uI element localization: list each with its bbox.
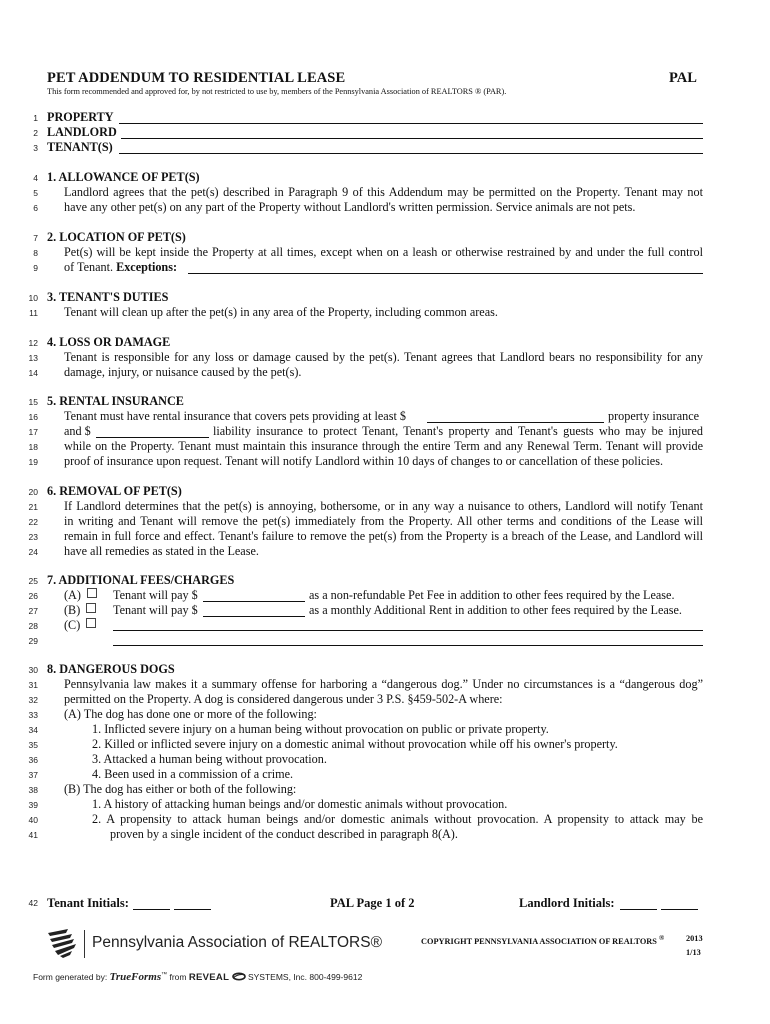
footer-prefix: Form generated by:	[33, 972, 108, 982]
fee-a-label: (A)	[64, 588, 81, 602]
line-number: 1	[33, 113, 38, 123]
form-subtitle: This form recommended and approved for, by not restricted to use by, members of the Pennsylvania Association of REALTORS ® (PAR).	[47, 87, 507, 96]
reveal-swoosh-icon	[232, 972, 246, 981]
line-number: 25	[28, 576, 38, 586]
liability-insurance-amount-field[interactable]	[96, 437, 209, 438]
line-number: 14	[28, 368, 38, 378]
property-insurance-amount-field[interactable]	[427, 422, 604, 423]
property-label: PROPERTY	[47, 110, 114, 124]
line-number: 39	[28, 800, 38, 810]
section-7-heading: 7. ADDITIONAL FEES/CHARGES	[47, 573, 235, 587]
section-1-line: Landlord agrees that the pet(s) described in Paragraph 9 of this Addendum may be permitted on the Property. Tenant may not	[64, 185, 703, 199]
fee-b-checkbox[interactable]	[86, 603, 96, 613]
section-8-item-b: (B) The dog has either or both of the following:	[64, 782, 297, 796]
form-title: PET ADDENDUM TO RESIDENTIAL LEASE	[47, 70, 346, 86]
line-number: 9	[33, 263, 38, 273]
line-number: 8	[33, 248, 38, 258]
line-number: 11	[29, 308, 38, 318]
copyright-notice	[421, 934, 664, 946]
section-6-line: remain in full force and effect. Tenant's failure to remove the pet(s) from the Property is a breach of the Lease, and Landlord will	[64, 529, 703, 543]
tenant-initials-field-1[interactable]	[133, 909, 170, 910]
landlord-field[interactable]	[121, 138, 703, 139]
line-number: 26	[28, 591, 38, 601]
line-number: 36	[28, 755, 38, 765]
line-number: 3	[33, 143, 38, 153]
additional-rent-amount-field[interactable]	[203, 616, 305, 617]
line-number: 19	[28, 457, 38, 467]
line-number: 30	[28, 665, 38, 675]
section-1-heading: 1. ALLOWANCE OF PET(S)	[47, 170, 200, 184]
section-8-item-b2-cont: proven by a single incident of the conduct described in paragraph 8(A).	[110, 827, 458, 841]
section-5-line: while on the Property. Tenant must maintain this insurance through the entire Term and any Renewal Term. Tenant will provide	[64, 439, 703, 453]
fee-a-row	[64, 588, 97, 603]
logo-divider	[84, 930, 85, 958]
section-6-line: have all remedies as stated in the Lease.	[64, 544, 259, 558]
section-8-item-b2: 2. A propensity to attack human beings and/or domestic animals without provocation. A propensity to attack may be	[92, 812, 703, 826]
fee-b-row	[64, 603, 96, 618]
section-8-item-a: (A) The dog has done one or more of the following:	[64, 707, 317, 721]
section-4-line: Tenant is responsible for any loss or damage caused by the pet(s). Tenant agrees that Landlord bears no responsibility for any	[64, 350, 703, 364]
fee-a-text-1: Tenant will pay $	[113, 588, 198, 602]
section-3-line: Tenant will clean up after the pet(s) in any area of the Property, including common areas.	[64, 305, 498, 319]
line-number: 2	[33, 128, 38, 138]
copyright-mark: ®	[659, 934, 665, 942]
copyright-year: 2013	[686, 934, 703, 943]
form-code: PAL	[669, 70, 697, 86]
line-number: 21	[28, 502, 38, 512]
section-5-line: property insurance	[608, 409, 700, 423]
tenants-label: TENANT(S)	[47, 140, 113, 154]
line-number: 29	[28, 636, 38, 646]
tenant-initials-label: Tenant Initials:	[47, 896, 129, 910]
section-8-line: Pennsylvania law makes it a summary offense for harboring a “dangerous dog.” Under no circumstances is a “dangerous dog”	[64, 677, 703, 691]
section-5-line: proof of insurance upon request. Tenant will notify Landlord within 10 days of changes to or cancellation of these policies.	[64, 454, 663, 468]
line-number: 22	[28, 517, 38, 527]
revision-date: 1/13	[686, 948, 701, 957]
section-1-line: have any other pet(s) on any part of the Property without Landlord's written permission. Service animals are not pets.	[64, 200, 636, 214]
section-2-line	[64, 260, 177, 275]
property-field[interactable]	[119, 123, 703, 124]
logo-wordmark: Pennsylvania Association of REALTORS®	[92, 934, 382, 951]
section-2-line: Pet(s) will be kept inside the Property at all times, except when on a leash or otherwise restrained by and under the full control	[64, 245, 703, 259]
section-6-line: If Landlord determines that the pet(s) is annoying, bothersome, or in any way a nuisance to others, Landlord will notify Tenant	[64, 499, 703, 513]
fee-a-text-2: as a non-refundable Pet Fee in addition to other fees required by the Lease.	[309, 588, 675, 602]
footer-suffix: SYSTEMS, Inc. 800-499-9612	[247, 972, 363, 982]
line-number: 31	[28, 680, 38, 690]
section-2-heading: 2. LOCATION OF PET(S)	[47, 230, 186, 244]
copyright-text: COPYRIGHT PENNSYLVANIA ASSOCIATION OF REALTORS	[421, 936, 657, 946]
form-generator-footer	[33, 971, 362, 983]
line-number: 38	[28, 785, 38, 795]
fee-c-field-line-2[interactable]	[113, 645, 703, 646]
line-number: 42	[28, 898, 38, 908]
section-5-line: Tenant must have rental insurance that covers pets providing at least $	[64, 409, 406, 423]
line-number: 6	[33, 203, 38, 213]
line-number: 7	[33, 233, 38, 243]
line-number: 32	[28, 695, 38, 705]
fee-c-field-line-1[interactable]	[113, 630, 703, 631]
section-2-text: of Tenant.	[64, 260, 114, 274]
reveal-brand: REVEAL	[188, 972, 230, 983]
line-number: 10	[28, 293, 38, 303]
section-5-line: and $	[64, 424, 91, 438]
line-number: 23	[28, 532, 38, 542]
landlord-initials-field-1[interactable]	[620, 909, 657, 910]
section-5-heading: 5. RENTAL INSURANCE	[47, 394, 184, 408]
tenant-initials-field-2[interactable]	[174, 909, 211, 910]
fee-b-text-2: as a monthly Additional Rent in addition to other fees required by the Lease.	[309, 603, 682, 617]
section-4-heading: 4. LOSS OR DAMAGE	[47, 335, 171, 349]
landlord-initials-field-2[interactable]	[661, 909, 698, 910]
section-5-line: liability insurance to protect Tenant, Tenant's property and Tenant's guests who may be injured	[213, 424, 703, 438]
fee-c-label: (C)	[64, 618, 81, 632]
exceptions-field[interactable]	[188, 273, 703, 274]
line-number: 40	[28, 815, 38, 825]
line-number: 16	[28, 412, 38, 422]
section-8-item-a3: 3. Attacked a human being without provocation.	[92, 752, 327, 766]
fee-c-checkbox[interactable]	[86, 618, 96, 628]
section-8-item-a4: 4. Been used in a commission of a crime.	[92, 767, 294, 781]
realtors-logo-icon	[46, 927, 78, 959]
line-number: 35	[28, 740, 38, 750]
landlord-label: LANDLORD	[47, 125, 117, 139]
line-number: 15	[28, 397, 38, 407]
pet-fee-amount-field[interactable]	[203, 601, 305, 602]
fee-b-label: (B)	[64, 603, 81, 617]
section-6-line: in writing and Tenant will remove the pet(s) immediately from the Property. All other terms and conditions of the Lease will	[64, 514, 703, 528]
section-3-heading: 3. TENANT'S DUTIES	[47, 290, 169, 304]
line-number: 28	[28, 621, 38, 631]
line-number: 27	[28, 606, 38, 616]
line-number: 20	[28, 487, 38, 497]
line-number: 18	[28, 442, 38, 452]
fee-b-text-1: Tenant will pay $	[113, 603, 198, 617]
section-8-item-b1: 1. A history of attacking human beings and/or domestic animals without provocation.	[92, 797, 508, 811]
footer-from: from	[169, 972, 187, 982]
trueforms-brand: TrueForms	[109, 971, 162, 983]
line-number: 24	[28, 547, 38, 557]
section-4-line: damage, injury, or nuisance caused by the pet(s).	[64, 365, 302, 379]
line-number: 37	[28, 770, 38, 780]
fee-c-row	[64, 618, 96, 633]
line-number: 33	[28, 710, 38, 720]
fee-a-checkbox[interactable]	[87, 588, 97, 598]
line-number: 5	[33, 188, 38, 198]
line-number: 4	[33, 173, 38, 183]
section-8-item-a1: 1. Inflicted severe injury on a human being without provocation on public or private property.	[92, 722, 549, 736]
section-8-heading: 8. DANGEROUS DOGS	[47, 662, 175, 676]
tenants-field[interactable]	[119, 153, 703, 154]
line-number: 17	[28, 427, 38, 437]
line-number: 34	[28, 725, 38, 735]
section-6-heading: 6. REMOVAL OF PET(S)	[47, 484, 182, 498]
line-number: 41	[28, 830, 38, 840]
trademark-mark: ™	[161, 972, 168, 979]
section-8-item-a2: 2. Killed or inflicted severe injury on a domestic animal without provocation while off his owner's property.	[92, 737, 618, 751]
section-8-line: permitted on the Property. A dog is considered dangerous under 3 P.S. §459-502-A where:	[64, 692, 503, 706]
page-indicator: PAL Page 1 of 2	[330, 896, 415, 910]
line-number: 12	[28, 338, 38, 348]
exceptions-label: Exceptions:	[116, 260, 177, 274]
landlord-initials-label: Landlord Initials:	[519, 896, 615, 910]
line-number: 13	[28, 353, 38, 363]
